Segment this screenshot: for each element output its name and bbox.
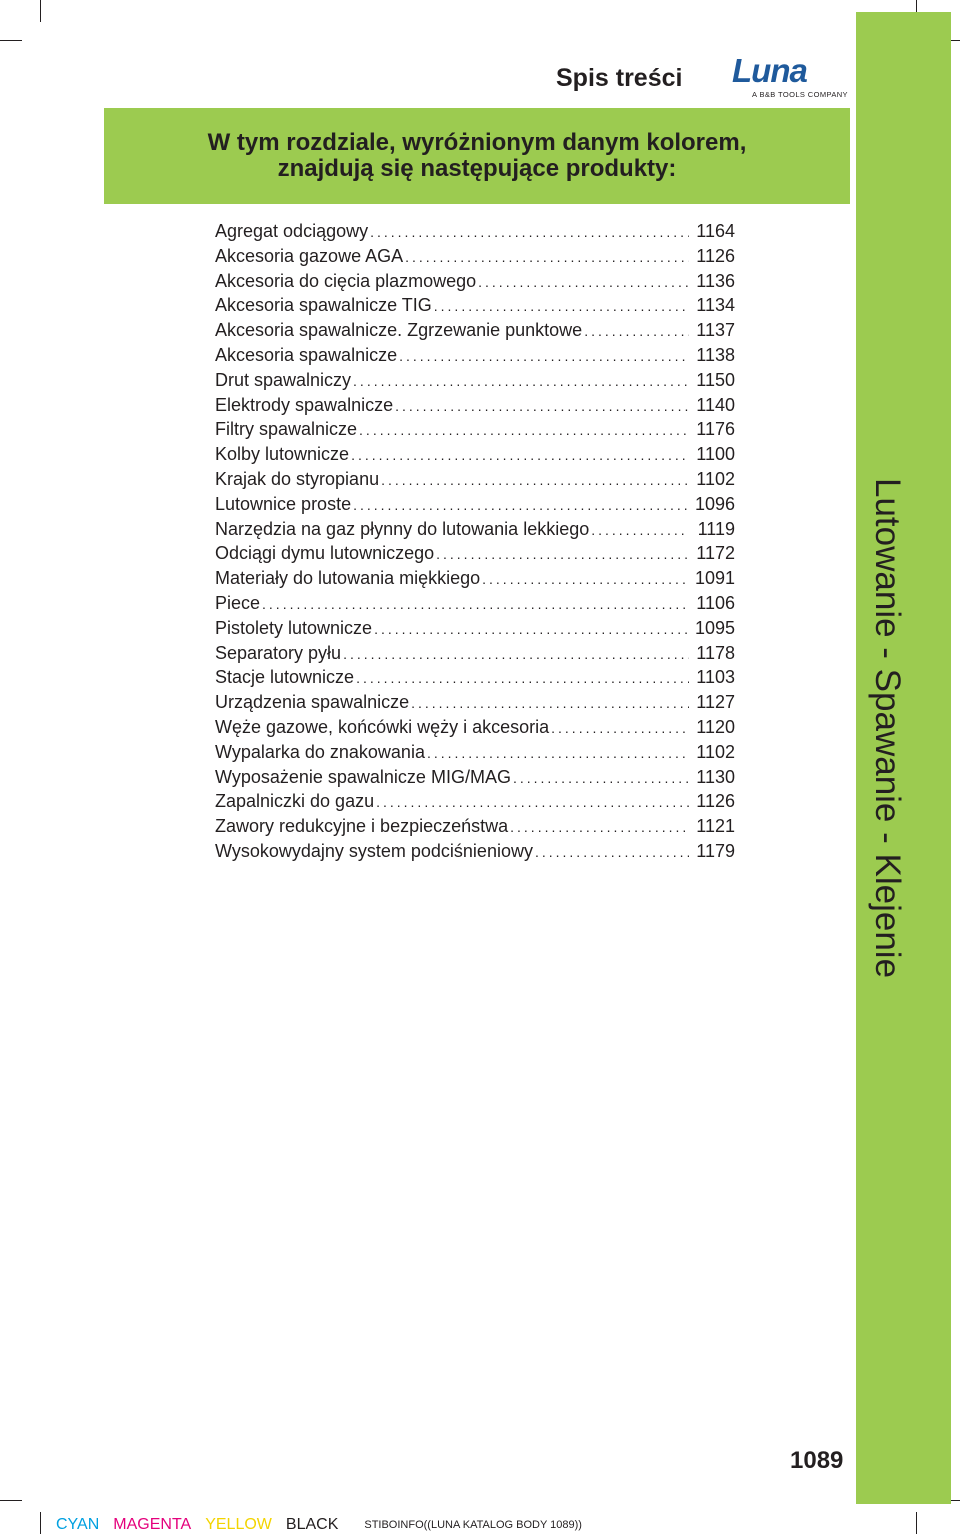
toc-leader-dots — [395, 398, 689, 414]
toc-leader-dots — [551, 720, 689, 736]
print-mark-cyan: CYAN — [56, 1516, 100, 1533]
toc-entry[interactable] — [215, 643, 735, 668]
toc-leader-dots — [381, 472, 689, 488]
toc-leader-dots — [399, 348, 689, 364]
toc-entry-page: 1136 — [696, 270, 735, 291]
toc-entry-name: Zapalniczki do gazu — [215, 791, 375, 812]
toc-entry-page: 1102 — [696, 468, 735, 489]
toc-entry-page: 1091 — [695, 568, 735, 589]
toc-entry[interactable] — [215, 295, 735, 320]
print-job-info: STIBOINFO((LUNA KATALOG BODY 1089)) — [364, 1519, 582, 1531]
crop-mark — [0, 1500, 22, 1501]
toc-entry-page: 1127 — [696, 692, 735, 713]
section-side-tab-label: Lutowanie - Spawanie - Klejenie — [868, 478, 907, 979]
toc-leader-dots — [353, 373, 689, 389]
toc-entry-page: 1120 — [696, 716, 735, 737]
toc-entry-page: 1172 — [696, 543, 735, 564]
toc-entry-page: 1121 — [696, 816, 735, 837]
page-number: 1089 — [790, 1447, 844, 1474]
toc-entry[interactable] — [215, 444, 735, 469]
toc-entry-name: Stacje lutownicze — [215, 667, 355, 688]
toc-entry-name: Wysokowydajny system podciśnieniowy — [215, 840, 533, 861]
toc-entry-page: 1100 — [696, 444, 735, 465]
toc-entry-page: 1106 — [696, 592, 735, 613]
toc-leader-dots — [434, 298, 689, 314]
toc-leader-dots — [356, 670, 689, 686]
toc-entry-page: 1176 — [696, 419, 735, 440]
toc-leader-dots — [411, 695, 689, 711]
print-mark-magenta: MAGENTA — [113, 1516, 192, 1533]
toc-entry-page: 1134 — [696, 295, 735, 316]
toc-leader-dots — [591, 522, 689, 538]
toc-leader-dots — [374, 621, 689, 637]
toc-entry[interactable] — [215, 593, 735, 618]
toc-entry-page: 1178 — [696, 642, 735, 663]
toc-entry-name: Akcesoria do cięcia plazmowego — [215, 270, 477, 291]
toc-entry-name: Filtry spawalnicze — [215, 419, 358, 440]
toc-entry-page: 1102 — [696, 741, 735, 762]
toc-leader-dots — [584, 323, 689, 339]
toc-entry[interactable] — [215, 320, 735, 345]
page-title: Spis treści — [556, 64, 683, 92]
toc-leader-dots — [510, 819, 689, 835]
toc-entry-name: Kolby lutownicze — [215, 444, 350, 465]
toc-leader-dots — [370, 224, 689, 240]
toc-leader-dots — [478, 274, 689, 290]
toc-entry-name: Akcesoria gazowe AGA — [215, 245, 404, 266]
toc-entry[interactable] — [215, 717, 735, 742]
intro-banner — [104, 108, 850, 204]
toc-entry[interactable] — [215, 791, 735, 816]
toc-entry[interactable] — [215, 395, 735, 420]
toc-entry-page: 1119 — [697, 518, 735, 539]
toc-entry-page: 1096 — [695, 493, 735, 514]
toc-entry-page: 1138 — [696, 344, 735, 365]
toc-leader-dots — [376, 794, 689, 810]
toc-entry-name: Akcesoria spawalnicze TIG — [215, 295, 432, 316]
toc-entry[interactable] — [215, 469, 735, 494]
toc-leader-dots — [405, 249, 689, 265]
toc-entry-name: Akcesoria spawalnicze — [215, 344, 398, 365]
toc-entry[interactable] — [215, 667, 735, 692]
toc-entry-name: Agregat odciągowy — [215, 221, 369, 241]
toc-entry-name: Elektrody spawalnicze — [215, 394, 394, 415]
toc-entry[interactable] — [215, 816, 735, 841]
toc-entry[interactable] — [215, 370, 735, 395]
toc-leader-dots — [436, 546, 689, 562]
toc-entry-name: Pistolety lutownicze — [215, 617, 373, 638]
toc-entry-name: Krajak do styropianu — [215, 468, 380, 489]
toc-entry-name: Wypalarka do znakowania — [215, 741, 425, 762]
intro-banner-line-2: znajdują się następujące produkty: — [277, 155, 677, 182]
toc-leader-dots — [343, 646, 689, 662]
toc-leader-dots — [513, 770, 689, 786]
toc-entry-name: Materiały do lutowania miękkiego — [215, 568, 481, 589]
toc-entry-name: Węże gazowe, końcówki węży i akcesoria — [215, 716, 550, 737]
print-color-bar — [56, 1515, 582, 1534]
toc-entry-page: 1103 — [696, 667, 735, 688]
toc-entry-name: Zawory redukcyjne i bezpieczeństwa — [215, 816, 509, 837]
luna-logo — [732, 52, 848, 102]
intro-banner-line-1: W tym rozdziale, wyróżnionym danym kolorem, — [207, 129, 747, 156]
toc-entry[interactable] — [215, 568, 735, 593]
toc-entry[interactable] — [215, 494, 735, 519]
crop-mark — [40, 1512, 41, 1534]
toc-entry-page: 1150 — [696, 369, 735, 390]
toc-entry-page: 1179 — [696, 840, 735, 861]
toc-entry-name: Drut spawalniczy — [215, 369, 352, 390]
toc-entry-name: Akcesoria spawalnicze. Zgrzewanie punktowe — [215, 320, 583, 341]
toc-leader-dots — [359, 422, 689, 438]
toc-entry-page: 1126 — [696, 791, 735, 812]
toc-leader-dots — [262, 596, 689, 612]
toc-leader-dots — [353, 497, 689, 513]
toc-entry-page: 1164 — [696, 221, 735, 241]
toc-entry-name: Piece — [215, 592, 261, 613]
toc-entry-name: Urządzenia spawalnicze — [215, 692, 410, 713]
toc-entry[interactable] — [215, 742, 735, 767]
toc-leader-dots — [482, 571, 689, 587]
toc-entry-page: 1137 — [696, 320, 735, 341]
crop-mark — [916, 1512, 917, 1534]
logo-wordmark: Luna — [732, 52, 807, 89]
toc-entry[interactable] — [215, 519, 735, 544]
toc-entry[interactable] — [215, 345, 735, 370]
toc-entry[interactable] — [215, 543, 735, 568]
crop-mark — [0, 40, 22, 41]
toc-entry-name: Narzędzia na gaz płynny do lutowania lekkiego — [215, 518, 590, 539]
print-mark-yellow: YELLOW — [205, 1516, 272, 1533]
toc-entry[interactable] — [215, 221, 735, 246]
toc-entry-page: 1095 — [695, 617, 735, 638]
toc-entry-page: 1140 — [696, 394, 735, 415]
crop-mark — [40, 0, 41, 22]
toc-entry-page: 1126 — [696, 245, 735, 266]
toc-entry[interactable] — [215, 246, 735, 271]
toc-entry[interactable] — [215, 767, 735, 792]
toc-leader-dots — [427, 745, 689, 761]
toc-leader-dots — [535, 844, 689, 860]
toc-entry-name: Lutownice proste — [215, 493, 352, 514]
print-mark-black: BLACK — [285, 1516, 339, 1533]
logo-tagline: A B&B TOOLS COMPANY — [752, 90, 848, 99]
toc-list — [215, 221, 735, 866]
toc-entry[interactable] — [215, 841, 735, 866]
toc-entry-name: Separatory pyłu — [215, 642, 342, 663]
toc-leader-dots — [351, 447, 689, 463]
toc-entry-name: Odciągi dymu lutowniczego — [215, 543, 435, 564]
toc-entry[interactable] — [215, 419, 735, 444]
toc-entry[interactable] — [215, 692, 735, 717]
toc-entry[interactable] — [215, 618, 735, 643]
toc-entry[interactable] — [215, 271, 735, 296]
toc-entry-page: 1130 — [696, 766, 735, 787]
toc-entry-name: Wyposażenie spawalnicze MIG/MAG — [215, 766, 511, 787]
